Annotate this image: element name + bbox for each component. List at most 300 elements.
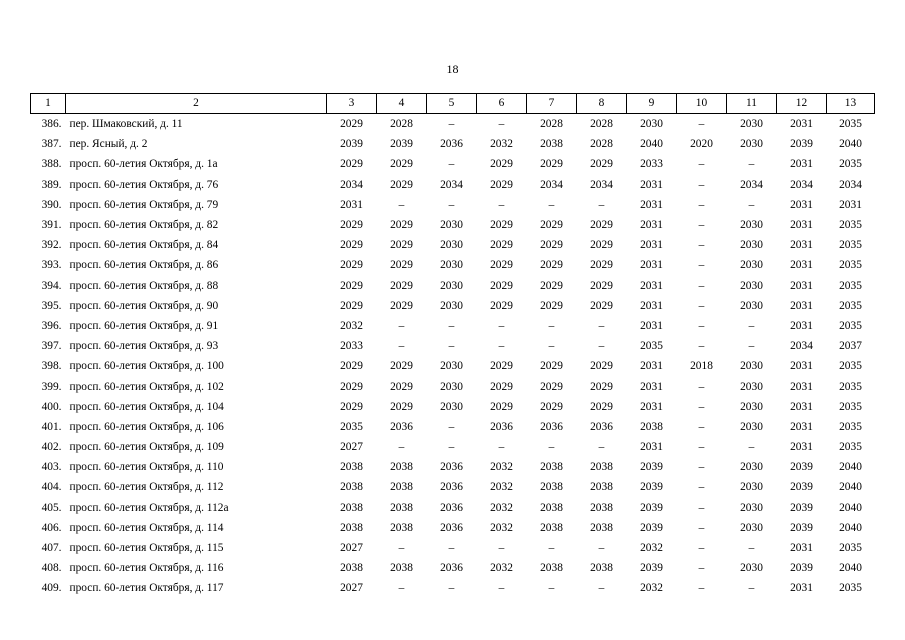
year-cell-col-11: – [748, 158, 755, 171]
column-header-10: 10 [677, 94, 727, 114]
year-cell-col-7: 2029 [540, 239, 563, 252]
year-cell-col-12: 2039 [790, 562, 813, 575]
year-cell-col-8: 2029 [590, 299, 613, 312]
year-cell-col-13: 2035 [839, 400, 862, 413]
year-cell-col-8: 2029 [590, 279, 613, 292]
year-cell-col-7: 2029 [540, 259, 563, 272]
year-cell-col-3: 2031 [340, 198, 363, 211]
table-row [31, 417, 875, 437]
year-cell-col-8: 2029 [590, 219, 613, 232]
year-cell-col-13: 2040 [839, 501, 862, 514]
row-number: 389. [41, 178, 62, 191]
year-cell-col-9: 2040 [640, 138, 663, 151]
year-cell-col-10: – [698, 198, 705, 211]
year-cell-col-5: – [448, 319, 455, 332]
row-number: 388. [41, 158, 62, 171]
year-cell-col-5: 2030 [440, 380, 463, 393]
year-cell-col-3: 2027 [340, 441, 363, 454]
column-header-4: 4 [377, 94, 427, 114]
year-cell-col-6: 2032 [490, 461, 513, 474]
address-cell: пер. Ясный, д. 2 [69, 138, 148, 151]
address-cell: просп. 60-летия Октября, д. 76 [69, 178, 219, 191]
year-cell-col-7: – [548, 582, 555, 595]
year-cell-col-11: – [748, 441, 755, 454]
year-cell-col-7: – [548, 542, 555, 555]
year-cell-col-5: 2030 [440, 219, 463, 232]
table-row [31, 518, 875, 538]
year-cell-col-8: 2038 [590, 501, 613, 514]
year-cell-col-10: 2020 [690, 138, 713, 151]
year-cell-col-6: 2029 [490, 219, 513, 232]
year-cell-col-10: – [698, 219, 705, 232]
year-cell-col-11: 2030 [740, 501, 763, 514]
year-cell-col-9: 2031 [640, 239, 663, 252]
year-cell-col-12: 2031 [790, 259, 813, 272]
table-row [31, 195, 875, 215]
year-cell-col-6: – [498, 340, 505, 353]
year-cell-col-12: 2031 [790, 441, 813, 454]
year-cell-col-11: 2030 [740, 400, 763, 413]
year-cell-col-13: 2040 [839, 521, 862, 534]
table-row [31, 538, 875, 558]
table-row [31, 336, 875, 356]
year-cell-col-7: – [548, 319, 555, 332]
year-cell-col-10: – [698, 441, 705, 454]
year-cell-col-9: 2038 [640, 420, 663, 433]
year-cell-col-4: 2029 [390, 239, 413, 252]
year-cell-col-5: – [448, 542, 455, 555]
year-cell-col-12: 2031 [790, 542, 813, 555]
year-cell-col-3: 2029 [340, 299, 363, 312]
address-cell: просп. 60-летия Октября, д. 91 [69, 319, 219, 332]
year-cell-col-12: 2031 [790, 198, 813, 211]
year-cell-col-13: 2035 [839, 420, 862, 433]
address-cell: просп. 60-летия Октября, д. 86 [69, 259, 219, 272]
year-cell-col-3: 2029 [340, 279, 363, 292]
year-cell-col-4: 2036 [390, 420, 413, 433]
year-cell-col-4: 2029 [390, 158, 413, 171]
year-cell-col-4: 2029 [390, 400, 413, 413]
year-cell-col-8: 2038 [590, 521, 613, 534]
year-cell-col-9: 2031 [640, 360, 663, 373]
year-cell-col-12: 2031 [790, 582, 813, 595]
year-cell-col-13: 2035 [839, 219, 862, 232]
year-cell-col-6: 2036 [490, 420, 513, 433]
year-cell-col-5: – [448, 420, 455, 433]
year-cell-col-6: 2029 [490, 360, 513, 373]
address-cell: просп. 60-летия Октября, д. 110 [69, 461, 224, 474]
year-cell-col-7: 2029 [540, 400, 563, 413]
year-cell-col-12: 2031 [790, 380, 813, 393]
year-cell-col-4: – [398, 340, 405, 353]
year-cell-col-9: 2039 [640, 501, 663, 514]
year-cell-col-12: 2031 [790, 158, 813, 171]
year-cell-col-5: 2036 [440, 521, 463, 534]
year-cell-col-7: 2029 [540, 380, 563, 393]
column-header-5: 5 [427, 94, 477, 114]
table-row [31, 296, 875, 316]
year-cell-col-11: – [748, 582, 755, 595]
year-cell-col-11: 2034 [740, 178, 763, 191]
year-cell-col-10: – [698, 239, 705, 252]
year-cell-col-6: – [498, 319, 505, 332]
year-cell-col-4: – [398, 441, 405, 454]
year-cell-col-6: 2029 [490, 259, 513, 272]
year-cell-col-6: – [498, 441, 505, 454]
year-cell-col-3: 2027 [340, 542, 363, 555]
year-cell-col-12: 2031 [790, 118, 813, 131]
page-number: 18 [446, 62, 459, 76]
table-row [31, 276, 875, 296]
year-cell-col-13: 2037 [839, 340, 862, 353]
year-cell-col-8: 2029 [590, 400, 613, 413]
year-cell-col-13: 2035 [839, 239, 862, 252]
address-cell: просп. 60-летия Октября, д. 84 [69, 239, 219, 252]
year-cell-col-11: – [748, 319, 755, 332]
year-cell-col-9: 2033 [640, 158, 663, 171]
year-cell-col-11: 2030 [740, 562, 763, 575]
year-cell-col-11: 2030 [740, 461, 763, 474]
year-cell-col-11: 2030 [740, 259, 763, 272]
year-cell-col-12: 2031 [790, 360, 813, 373]
address-cell: просп. 60-летия Октября, д. 112а [69, 501, 229, 514]
row-number: 399. [41, 380, 62, 393]
year-cell-col-5: – [448, 582, 455, 595]
address-cell: просп. 60-летия Октября, д. 1а [69, 158, 218, 171]
year-cell-col-8: 2038 [590, 562, 613, 575]
year-cell-col-10: – [698, 542, 705, 555]
year-cell-col-10: – [698, 521, 705, 534]
year-cell-col-8: 2038 [590, 481, 613, 494]
year-cell-col-9: 2031 [640, 441, 663, 454]
table-body [31, 114, 875, 599]
year-cell-col-7: 2038 [540, 138, 563, 151]
year-cell-col-3: 2038 [340, 481, 363, 494]
year-cell-col-7: 2038 [540, 481, 563, 494]
year-cell-col-11: – [748, 198, 755, 211]
year-cell-col-8: 2028 [590, 138, 613, 151]
year-cell-col-9: 2031 [640, 198, 663, 211]
row-number: 408. [41, 562, 62, 575]
year-cell-col-4: 2038 [390, 562, 413, 575]
year-cell-col-11: 2030 [740, 420, 763, 433]
year-cell-col-6: 2032 [490, 481, 513, 494]
year-cell-col-13: 2035 [839, 319, 862, 332]
year-cell-col-6: 2029 [490, 400, 513, 413]
year-cell-col-10: – [698, 420, 705, 433]
year-cell-col-7: 2029 [540, 299, 563, 312]
year-cell-col-12: 2031 [790, 299, 813, 312]
year-cell-col-8: 2029 [590, 360, 613, 373]
year-cell-col-10: – [698, 158, 705, 171]
year-cell-col-7: 2038 [540, 562, 563, 575]
year-cell-col-3: 2029 [340, 400, 363, 413]
year-cell-col-12: 2031 [790, 279, 813, 292]
year-cell-col-10: – [698, 461, 705, 474]
year-cell-col-13: 2035 [839, 380, 862, 393]
address-cell: просп. 60-летия Октября, д. 112 [69, 481, 224, 494]
year-cell-col-9: 2032 [640, 582, 663, 595]
year-cell-col-3: 2034 [340, 178, 363, 191]
column-header-11: 11 [727, 94, 777, 114]
year-cell-col-5: 2030 [440, 299, 463, 312]
year-cell-col-8: 2029 [590, 380, 613, 393]
year-cell-col-10: – [698, 279, 705, 292]
year-cell-col-10: 2018 [690, 360, 713, 373]
row-number: 391. [41, 219, 62, 232]
year-cell-col-13: 2040 [839, 562, 862, 575]
address-cell: просп. 60-летия Октября, д. 100 [69, 360, 224, 373]
year-cell-col-10: – [698, 340, 705, 353]
year-cell-col-4: 2029 [390, 360, 413, 373]
year-cell-col-13: 2040 [839, 461, 862, 474]
year-cell-col-6: – [498, 582, 505, 595]
table-row [31, 255, 875, 275]
row-number: 398. [41, 360, 62, 373]
year-cell-col-9: 2031 [640, 400, 663, 413]
row-number: 401. [41, 420, 62, 433]
address-cell: просп. 60-летия Октября, д. 106 [69, 420, 224, 433]
table-row [31, 175, 875, 195]
year-cell-col-6: 2032 [490, 138, 513, 151]
year-cell-col-12: 2034 [790, 178, 813, 191]
year-cell-col-3: 2029 [340, 239, 363, 252]
table-row [31, 578, 875, 598]
year-cell-col-13: 2035 [839, 118, 862, 131]
year-cell-col-11: 2030 [740, 279, 763, 292]
year-cell-col-5: 2030 [440, 259, 463, 272]
year-cell-col-9: 2031 [640, 219, 663, 232]
year-cell-col-8: – [598, 441, 605, 454]
row-number: 396. [41, 319, 62, 332]
year-cell-col-5: 2034 [440, 178, 463, 191]
year-cell-col-11: 2030 [740, 380, 763, 393]
table-row [31, 215, 875, 235]
column-header-13: 13 [827, 94, 875, 114]
year-cell-col-5: – [448, 118, 455, 131]
year-cell-col-7: 2034 [540, 178, 563, 191]
year-cell-col-9: 2031 [640, 279, 663, 292]
year-cell-col-6: – [498, 118, 505, 131]
address-cell: просп. 60-летия Октября, д. 79 [69, 198, 219, 211]
year-cell-col-3: 2029 [340, 360, 363, 373]
year-cell-col-10: – [698, 400, 705, 413]
year-cell-col-9: 2030 [640, 118, 663, 131]
table-row [31, 235, 875, 255]
year-cell-col-5: 2036 [440, 461, 463, 474]
year-cell-col-10: – [698, 562, 705, 575]
year-cell-col-4: 2038 [390, 501, 413, 514]
year-cell-col-12: 2039 [790, 521, 813, 534]
year-cell-col-7: 2038 [540, 461, 563, 474]
year-cell-col-7: 2028 [540, 118, 563, 131]
year-cell-col-10: – [698, 299, 705, 312]
year-cell-col-11: 2030 [740, 521, 763, 534]
year-cell-col-3: 2038 [340, 562, 363, 575]
table-row [31, 154, 875, 174]
year-cell-col-3: 2029 [340, 219, 363, 232]
year-cell-col-4: – [398, 198, 405, 211]
year-cell-col-5: – [448, 340, 455, 353]
table-row [31, 457, 875, 477]
address-cell: просп. 60-летия Октября, д. 102 [69, 380, 224, 393]
year-cell-col-3: 2038 [340, 461, 363, 474]
year-cell-col-7: 2029 [540, 219, 563, 232]
year-cell-col-3: 2032 [340, 319, 363, 332]
year-cell-col-6: 2032 [490, 501, 513, 514]
year-cell-col-6: 2029 [490, 380, 513, 393]
row-number: 390. [41, 198, 62, 211]
year-cell-col-4: 2029 [390, 178, 413, 191]
year-cell-col-8: – [598, 582, 605, 595]
row-number: 394. [41, 279, 62, 292]
schedule-table [30, 93, 875, 599]
row-number: 406. [41, 521, 62, 534]
address-cell: просп. 60-летия Октября, д. 82 [69, 219, 219, 232]
table-row [31, 356, 875, 376]
year-cell-col-4: 2029 [390, 219, 413, 232]
year-cell-col-9: 2031 [640, 380, 663, 393]
year-cell-col-8: 2028 [590, 118, 613, 131]
row-number: 407. [41, 542, 62, 555]
year-cell-col-7: 2029 [540, 360, 563, 373]
column-header-9: 9 [627, 94, 677, 114]
column-header-12: 12 [777, 94, 827, 114]
year-cell-col-9: 2035 [640, 340, 663, 353]
year-cell-col-4: 2038 [390, 521, 413, 534]
year-cell-col-4: – [398, 582, 405, 595]
year-cell-col-8: – [598, 319, 605, 332]
year-cell-col-8: 2038 [590, 461, 613, 474]
address-cell: просп. 60-летия Октября, д. 115 [69, 542, 224, 555]
year-cell-col-10: – [698, 259, 705, 272]
year-cell-col-6: 2029 [490, 178, 513, 191]
column-header-3: 3 [327, 94, 377, 114]
row-number: 405. [41, 501, 62, 514]
year-cell-col-11: 2030 [740, 138, 763, 151]
year-cell-col-11: 2030 [740, 299, 763, 312]
year-cell-col-13: 2031 [839, 198, 862, 211]
year-cell-col-4: – [398, 542, 405, 555]
year-cell-col-10: – [698, 118, 705, 131]
table-row [31, 376, 875, 396]
year-cell-col-6: 2029 [490, 279, 513, 292]
year-cell-col-12: 2039 [790, 138, 813, 151]
address-cell: просп. 60-летия Октября, д. 88 [69, 279, 219, 292]
year-cell-col-3: 2039 [340, 138, 363, 151]
year-cell-col-6: 2032 [490, 562, 513, 575]
year-cell-col-6: – [498, 542, 505, 555]
year-cell-col-7: 2029 [540, 158, 563, 171]
address-cell: просп. 60-летия Октября, д. 90 [69, 299, 219, 312]
row-number: 393. [41, 259, 62, 272]
header-row [31, 94, 875, 114]
year-cell-col-7: – [548, 441, 555, 454]
year-cell-col-12: 2031 [790, 319, 813, 332]
year-cell-col-8: – [598, 340, 605, 353]
year-cell-col-12: 2031 [790, 239, 813, 252]
row-number: 392. [41, 239, 62, 252]
year-cell-col-3: 2027 [340, 582, 363, 595]
year-cell-col-4: 2039 [390, 138, 413, 151]
year-cell-col-9: 2031 [640, 259, 663, 272]
year-cell-col-10: – [698, 380, 705, 393]
column-header-7: 7 [527, 94, 577, 114]
address-cell: просп. 60-летия Октября, д. 93 [69, 340, 219, 353]
address-cell: просп. 60-летия Октября, д. 104 [69, 400, 224, 413]
year-cell-col-8: 2029 [590, 239, 613, 252]
year-cell-col-5: 2036 [440, 562, 463, 575]
year-cell-col-13: 2035 [839, 360, 862, 373]
column-header-1: 1 [31, 94, 66, 114]
table-row [31, 477, 875, 497]
year-cell-col-13: 2035 [839, 542, 862, 555]
year-cell-col-5: 2030 [440, 400, 463, 413]
year-cell-col-9: 2031 [640, 178, 663, 191]
year-cell-col-3: 2035 [340, 420, 363, 433]
year-cell-col-6: 2029 [490, 239, 513, 252]
year-cell-col-11: 2030 [740, 360, 763, 373]
row-number: 397. [41, 340, 62, 353]
row-number: 395. [41, 299, 62, 312]
year-cell-col-8: 2029 [590, 259, 613, 272]
year-cell-col-4: 2029 [390, 259, 413, 272]
year-cell-col-12: 2039 [790, 461, 813, 474]
year-cell-col-12: 2031 [790, 400, 813, 413]
year-cell-col-9: 2039 [640, 521, 663, 534]
year-cell-col-10: – [698, 582, 705, 595]
year-cell-col-6: – [498, 198, 505, 211]
year-cell-col-8: – [598, 542, 605, 555]
year-cell-col-7: 2038 [540, 521, 563, 534]
row-number: 387. [41, 138, 62, 151]
year-cell-col-12: 2031 [790, 219, 813, 232]
year-cell-col-9: 2039 [640, 461, 663, 474]
row-number: 400. [41, 400, 62, 413]
table-row [31, 134, 875, 154]
year-cell-col-10: – [698, 501, 705, 514]
year-cell-col-11: – [748, 542, 755, 555]
table-row [31, 558, 875, 578]
year-cell-col-4: 2029 [390, 380, 413, 393]
year-cell-col-3: 2033 [340, 340, 363, 353]
year-cell-col-5: – [448, 158, 455, 171]
year-cell-col-8: – [598, 198, 605, 211]
year-cell-col-9: 2031 [640, 299, 663, 312]
table-row [31, 437, 875, 457]
year-cell-col-4: 2038 [390, 481, 413, 494]
year-cell-col-5: 2030 [440, 360, 463, 373]
year-cell-col-13: 2035 [839, 158, 862, 171]
year-cell-col-3: 2029 [340, 158, 363, 171]
year-cell-col-13: 2035 [839, 279, 862, 292]
address-cell: пер. Шмаковский, д. 11 [69, 118, 183, 131]
year-cell-col-4: 2029 [390, 279, 413, 292]
year-cell-col-13: 2040 [839, 138, 862, 151]
year-cell-col-13: 2040 [839, 481, 862, 494]
year-cell-col-12: 2039 [790, 501, 813, 514]
table-row [31, 316, 875, 336]
column-header-2: 2 [66, 94, 327, 114]
year-cell-col-3: 2029 [340, 380, 363, 393]
address-cell: просп. 60-летия Октября, д. 116 [69, 562, 224, 575]
year-cell-col-9: 2039 [640, 562, 663, 575]
row-number: 402. [41, 441, 62, 454]
year-cell-col-3: 2038 [340, 521, 363, 534]
year-cell-col-4: 2038 [390, 461, 413, 474]
year-cell-col-9: 2039 [640, 481, 663, 494]
year-cell-col-4: – [398, 319, 405, 332]
